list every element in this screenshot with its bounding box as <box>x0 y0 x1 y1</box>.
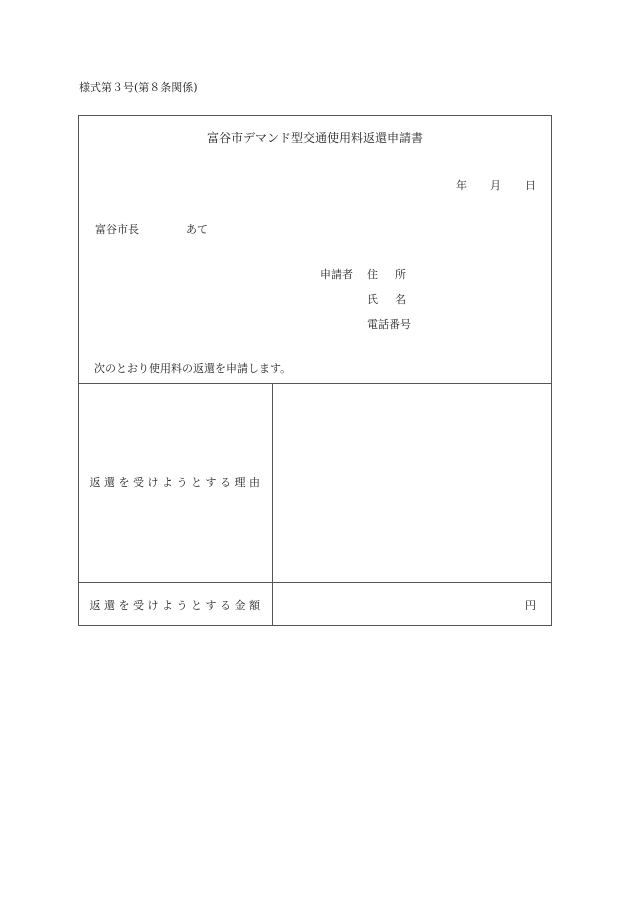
application-form <box>78 115 552 626</box>
date-year-label: 年 <box>456 179 467 192</box>
amount-row-label: 返還を受けようとする金額 <box>89 599 264 612</box>
name-label: 氏名 <box>367 293 423 306</box>
date-day-label: 日 <box>525 179 536 192</box>
amount-unit-yen: 円 <box>525 599 536 612</box>
phone-label: 電話番号 <box>367 318 411 331</box>
reason-row-label: 返還を受けようとする理由 <box>89 476 264 489</box>
document-title: 富谷市デマンド型交通使用料返還申請書 <box>206 131 423 145</box>
address-label: 住所 <box>367 268 423 281</box>
applicant-label: 申請者 <box>320 268 353 281</box>
table-row-divider <box>79 582 551 583</box>
table-column-divider <box>272 383 273 626</box>
request-statement: 次のとおり使用料の返還を申請します。 <box>94 362 292 375</box>
form-number: 様式第３号(第８条関係) <box>79 81 198 94</box>
date-month-label: 月 <box>490 179 501 192</box>
addressee-suffix: あて <box>186 223 208 236</box>
addressee-name: 富谷市長 <box>95 223 139 236</box>
table-top-divider <box>79 383 551 384</box>
